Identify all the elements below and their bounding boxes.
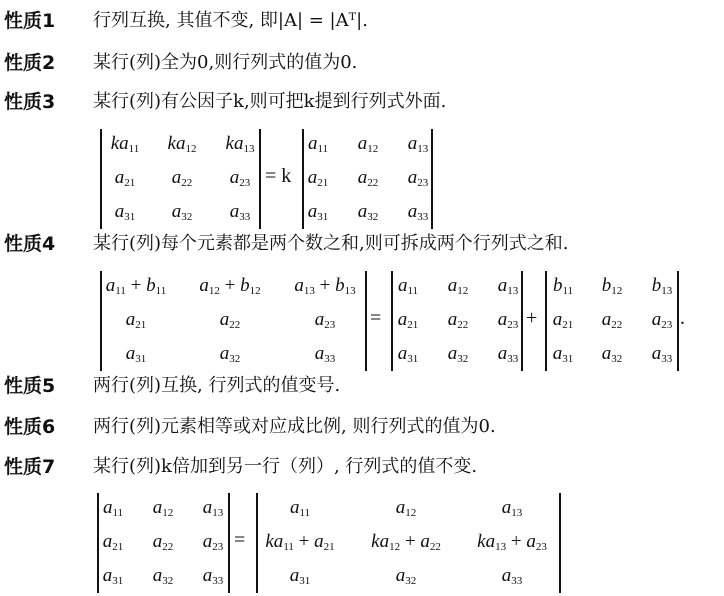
property-1-text: 行列互换, 其值不变, 即|A| = |Aᵀ|. (93, 10, 368, 31)
f4-plus: + (526, 307, 538, 329)
f7-right-entry: $a_{33}$ (501, 565, 523, 587)
property-2-label: 性质2 (4, 52, 56, 74)
f7-left-entry: $a_{22}$ (152, 531, 174, 553)
f3-left-entry: $a_{23}$ (229, 167, 251, 189)
f4-right-left-bar (545, 271, 547, 371)
f4-left-entry: $a_{32}$ (219, 343, 241, 365)
f7-right-right-bar (559, 493, 561, 593)
f3-right-entry: $a_{33}$ (407, 201, 429, 223)
f3-left-entry: $a_{22}$ (171, 167, 193, 189)
f4-period: . (680, 307, 685, 329)
f3-left-entry: $a_{21}$ (114, 167, 136, 189)
f4-right-right-bar (677, 271, 679, 371)
f7-left-entry: $a_{13}$ (202, 497, 224, 519)
f7-right-entry: $a_{32}$ (395, 565, 417, 587)
property-1-label: 性质1 (4, 10, 56, 32)
f3-right-entry: $a_{12}$ (357, 133, 379, 155)
f3-right-entry: $a_{13}$ (407, 133, 429, 155)
property-3-label: 性质3 (4, 91, 56, 113)
f3-left-entry: $ka_{12}$ (167, 133, 197, 155)
f4-mid-entry: $a_{12}$ (447, 275, 469, 297)
f7-right-entry: $a_{11}$ (289, 497, 311, 519)
f4-mid-entry: $a_{13}$ (497, 275, 519, 297)
f4-mid-entry: $a_{11}$ (397, 275, 419, 297)
f4-right-entry: $a_{32}$ (601, 343, 623, 365)
property-7-label: 性质7 (4, 456, 56, 478)
property-6-label: 性质6 (4, 416, 56, 438)
f4-left-entry: $a_{23}$ (314, 309, 336, 331)
f3-left-entry: $ka_{11}$ (110, 133, 140, 155)
f4-right-entry: $a_{21}$ (552, 309, 574, 331)
f4-right-entry: $a_{33}$ (651, 343, 673, 365)
f7-right-entry: $ka_{12} + a_{22}$ (371, 531, 441, 553)
f3-left-entry: $ka_{13}$ (225, 133, 255, 155)
property-5-text: 两行(列)互换, 行列式的值变号. (93, 375, 341, 396)
property-4-label: 性质4 (4, 233, 56, 255)
property-3-text: 某行(列)有公因子k,则可把k提到行列式外面. (93, 91, 447, 112)
f4-left-entry: $a_{31}$ (125, 343, 147, 365)
f4-right-entry: $a_{23}$ (651, 309, 673, 331)
f7-left-entry: $a_{11}$ (102, 497, 124, 519)
f7-left-entry: $a_{12}$ (152, 497, 174, 519)
f4-mid-left-bar (391, 271, 393, 371)
f4-left-left-bar (100, 271, 102, 371)
f7-left-left-bar (97, 493, 99, 593)
f4-mid-entry: $a_{22}$ (447, 309, 469, 331)
f4-mid-entry: $a_{21}$ (397, 309, 419, 331)
f3-left-entry: $a_{31}$ (114, 201, 136, 223)
f4-mid-entry: $a_{33}$ (497, 343, 519, 365)
property-7-text: 某行(列)k倍加到另一行（列）, 行列式的值不变. (93, 456, 478, 477)
f4-left-right-bar (365, 271, 367, 371)
f7-right-entry: $ka_{13} + a_{23}$ (477, 531, 547, 553)
f7-left-entry: $a_{33}$ (202, 565, 224, 587)
f4-mid-entry: $a_{32}$ (447, 343, 469, 365)
f3-left-right-bar (259, 129, 261, 229)
f4-mid-entry: $a_{23}$ (497, 309, 519, 331)
f4-right-entry: $a_{31}$ (552, 343, 574, 365)
f4-right-entry: $b_{13}$ (651, 275, 673, 297)
f3-right-entry: $a_{31}$ (307, 201, 329, 223)
f4-right-entry: $b_{12}$ (601, 275, 623, 297)
property-4-text: 某行(列)每个元素都是两个数之和,则可拆成两个行列式之和. (93, 233, 569, 254)
f7-left-entry: $a_{32}$ (152, 565, 174, 587)
f4-right-entry: $a_{22}$ (601, 309, 623, 331)
f7-right-entry: $a_{13}$ (501, 497, 523, 519)
f3-right-entry: $a_{32}$ (357, 201, 379, 223)
f3-left-left-bar (100, 129, 102, 229)
f7-right-entry: $ka_{11} + a_{21}$ (265, 531, 335, 553)
f4-equals: = (370, 307, 382, 329)
f3-right-right-bar (431, 129, 433, 229)
f7-right-entry: $a_{31}$ (289, 565, 311, 587)
property-2-text: 某行(列)全为0,则行列式的值为0. (93, 52, 358, 73)
f3-right-entry: $a_{21}$ (307, 167, 329, 189)
f4-left-entry: $a_{21}$ (125, 309, 147, 331)
property-6-text: 两行(列)元素相等或对应成比例, 则行列式的值为0. (93, 416, 496, 437)
f7-right-left-bar (256, 493, 258, 593)
f7-equals: = (234, 529, 246, 551)
f4-right-entry: $b_{11}$ (552, 275, 574, 297)
f4-left-entry: $a_{13} + b_{13}$ (294, 275, 356, 297)
f4-mid-right-bar (521, 271, 523, 371)
f3-right-entry: $a_{23}$ (407, 167, 429, 189)
f7-left-right-bar (228, 493, 230, 593)
f3-left-entry: $a_{33}$ (229, 201, 251, 223)
f4-left-entry: $a_{22}$ (219, 309, 241, 331)
f4-left-entry: $a_{12} + b_{12}$ (199, 275, 261, 297)
f7-left-entry: $a_{21}$ (102, 531, 124, 553)
f4-mid-entry: $a_{31}$ (397, 343, 419, 365)
f3-right-left-bar (302, 129, 304, 229)
f7-left-entry: $a_{31}$ (102, 565, 124, 587)
property-5-label: 性质5 (4, 375, 56, 397)
f3-right-entry: $a_{11}$ (307, 133, 329, 155)
f4-left-entry: $a_{11} + b_{11}$ (105, 275, 167, 297)
f3-right-entry: $a_{22}$ (357, 167, 379, 189)
f3-left-entry: $a_{32}$ (171, 201, 193, 223)
f3-equals: = k (265, 165, 292, 187)
f7-right-entry: $a_{12}$ (395, 497, 417, 519)
f4-left-entry: $a_{33}$ (314, 343, 336, 365)
f7-left-entry: $a_{23}$ (202, 531, 224, 553)
